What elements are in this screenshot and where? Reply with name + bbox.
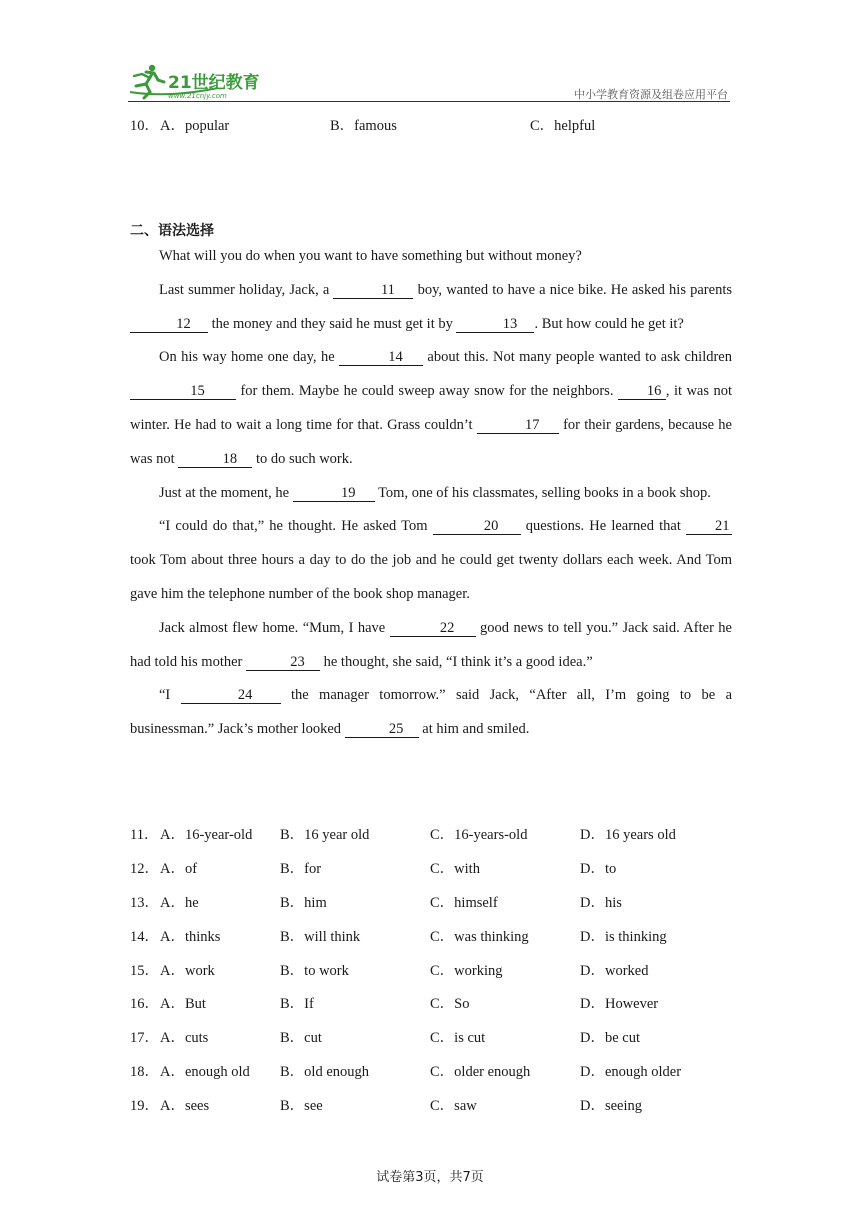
passage — [130, 240, 732, 747]
option-b: B．cut — [280, 1030, 322, 1046]
option-b: B．old enough — [280, 1064, 370, 1080]
text: “I — [159, 687, 181, 704]
blank-13: 13 — [456, 316, 534, 333]
question-number: 14． — [130, 929, 159, 945]
option-a: A．But — [160, 996, 206, 1012]
option-a: A．cuts — [160, 1030, 209, 1046]
option-d: D．enough older — [580, 1064, 682, 1080]
question-number: 12． — [130, 861, 159, 877]
text: for them. Maybe he could sweep away snow for the neighbors. — [236, 383, 618, 400]
text: the manager tomorrow.” said Jack, “After all, I’m going to be a businessman.” Jack’s mother looked — [130, 687, 732, 738]
option-d: D．to — [580, 861, 617, 877]
question-number: 15． — [130, 963, 159, 979]
paragraph — [130, 510, 732, 611]
logo — [128, 62, 278, 102]
option-c: C．with — [430, 861, 480, 877]
paragraph — [130, 679, 732, 747]
option-c: C．is cut — [430, 1030, 486, 1046]
option-d: D．16 years old — [580, 827, 676, 843]
text: took Tom about three hours a day to do the job and he could get twenty dollars each week. And Tom gave him the telephone number of the book shop manager. — [130, 552, 732, 602]
option-b: B．will think — [280, 929, 361, 945]
page-footer: 试卷第3页，共7页 — [376, 1170, 484, 1185]
option-c: C．16-years-old — [430, 827, 528, 843]
option-b: B．famous — [330, 118, 397, 134]
option-b: B．16 year old — [280, 827, 370, 843]
option-c: C．helpful — [530, 118, 596, 134]
option-b: B．see — [280, 1098, 323, 1114]
paragraph — [130, 274, 732, 342]
option-a: A．he — [160, 895, 199, 911]
blank-15: 15 — [130, 383, 236, 400]
blank-16: 16 — [618, 383, 666, 400]
option-d: D．worked — [580, 963, 649, 979]
text: Last summer holiday, Jack, a — [159, 281, 334, 298]
paragraph — [130, 477, 732, 511]
logo-text: 21世纪教育 — [168, 73, 260, 93]
paragraph — [130, 612, 732, 680]
option-d: D．is thinking — [580, 929, 667, 945]
option-c: C．was thinking — [430, 929, 529, 945]
question-number: 11． — [130, 827, 159, 843]
option-d: D．seeing — [580, 1098, 643, 1114]
question-number: 19． — [130, 1098, 159, 1114]
blank-23: 23 — [246, 654, 320, 671]
text: he thought, she said, “I think it’s a good idea.” — [320, 653, 593, 670]
text: Just at the moment, he — [159, 484, 293, 501]
blank-25: 25 — [345, 721, 419, 738]
question-number: 16． — [130, 996, 159, 1012]
text: good news to tell you.” Jack said. After he had told his mother — [130, 619, 732, 670]
blank-12: 12 — [130, 316, 208, 333]
blank-18: 18 — [178, 451, 252, 468]
question-number: 10． — [130, 118, 159, 134]
blank-14: 14 — [339, 349, 423, 366]
option-d: D．be cut — [580, 1030, 640, 1046]
text: the money and they said he must get it by — [208, 315, 457, 332]
question-number: 17． — [130, 1030, 159, 1046]
page-header — [128, 62, 730, 104]
question-number: 13． — [130, 895, 159, 911]
option-c: C．working — [430, 963, 503, 979]
text: What will you do when you want to have something but without money? — [159, 248, 582, 264]
text: Tom, one of his classmates, selling books in a book shop. — [374, 484, 711, 501]
option-d: D．his — [580, 895, 622, 911]
option-a: A．sees — [160, 1098, 210, 1114]
blank-21: 21 — [686, 518, 732, 535]
question-number: 18． — [130, 1064, 159, 1080]
option-b: B．him — [280, 895, 327, 911]
text: boy, wanted to have a nice bike. He asked his parents — [413, 281, 732, 298]
option-a: A．enough old — [160, 1064, 250, 1080]
option-a: A．of — [160, 861, 198, 877]
option-c: C．older enough — [430, 1064, 531, 1080]
blank-22: 22 — [390, 620, 476, 637]
blank-17: 17 — [477, 417, 559, 434]
paragraph — [130, 240, 732, 274]
logo-url: www.21cnjy.com — [168, 92, 227, 100]
text: questions. He learned that — [520, 518, 687, 535]
text: . But how could he get it? — [534, 315, 684, 332]
blank-24: 24 — [181, 687, 281, 704]
text: for their gardens, because he was not — [130, 416, 732, 467]
option-a: A．work — [160, 963, 215, 979]
blank-19: 19 — [293, 485, 375, 502]
header-tagline: 中小学教育资源及组卷应用平台 — [574, 88, 728, 101]
option-c: C．So — [430, 996, 470, 1012]
header-divider — [128, 101, 730, 102]
section-title: 二、语法选择 — [130, 223, 214, 239]
blank-20: 20 — [433, 518, 521, 535]
text: “I could do that,” he thought. He asked Tom — [159, 518, 433, 535]
option-b: B．to work — [280, 963, 349, 979]
option-c: C．saw — [430, 1098, 477, 1114]
text: Jack almost flew home. “Mum, I have — [159, 619, 390, 636]
text: , it was not winter. He had to wait a long time for that. Grass couldn’t — [130, 383, 732, 433]
text: about this. Not many people wanted to ask children — [423, 349, 732, 366]
option-a: A．popular — [160, 118, 230, 134]
blank-11: 11 — [333, 282, 413, 299]
option-d: D．However — [580, 996, 659, 1012]
option-b: B．If — [280, 996, 314, 1012]
option-a: A．thinks — [160, 929, 221, 945]
option-a: A．16-year-old — [160, 827, 253, 843]
text: at him and smiled. — [418, 721, 530, 738]
paragraph — [130, 341, 732, 476]
text: On his way home one day, he — [159, 349, 340, 366]
option-b: B．for — [280, 861, 322, 877]
text: to do such work. — [252, 450, 353, 467]
option-c: C．himself — [430, 895, 498, 911]
